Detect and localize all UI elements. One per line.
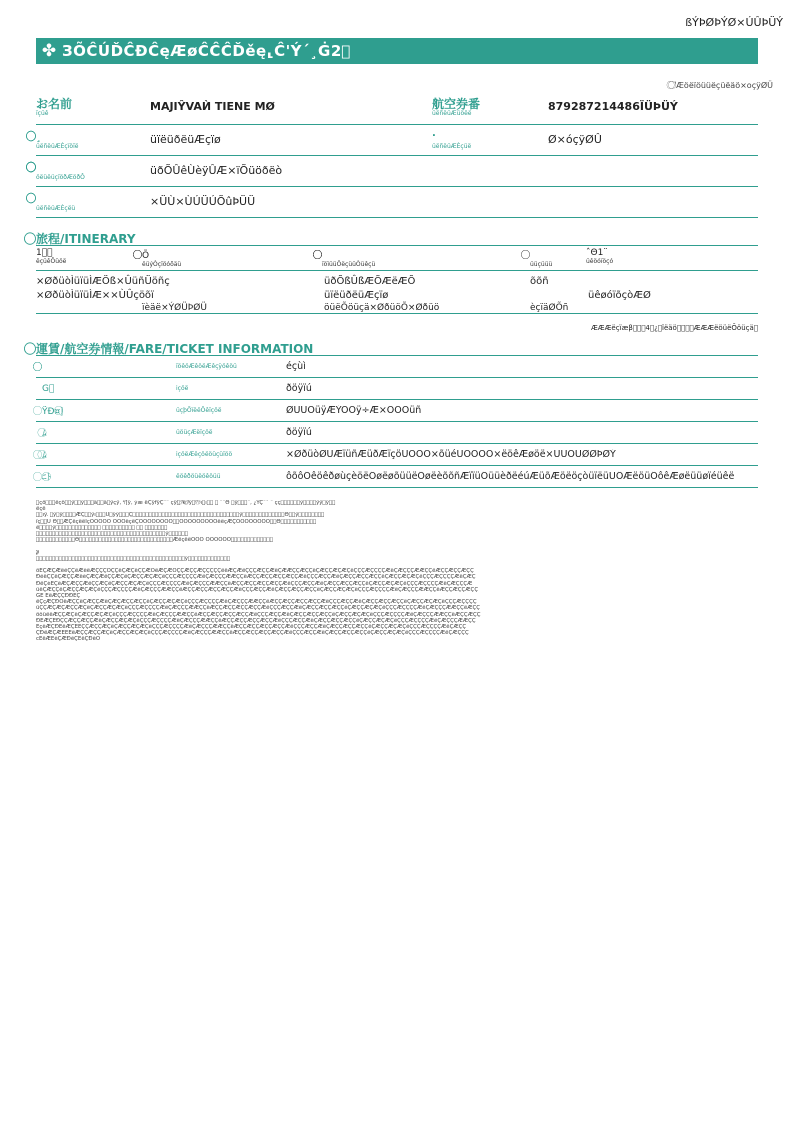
notes-line: ë⃝⃝⃝⃝ÿ⃝⃝⃝⃝⃝⃝⃝⃝⃝⃝⃝⃝⃝⃝ ⃝⃝⃝⃝⃝⃝⃝⃝⃝⃝ ⃝⃝ ⃝⃝⃝⃝⃝⃝⃝	[36, 524, 168, 531]
ticket-number-label: 航空券番	[432, 97, 481, 111]
passenger-row: öëüëüçïöðÆöðÔ üðÕÛêÙèÿÛÆ×ïÕüöðëò	[36, 156, 758, 187]
divider	[36, 245, 758, 246]
fare-row: ïöêöÆêöëÆêçÿöêöü éçùì	[36, 356, 758, 378]
passenger-row: üëñëüÆÈçëü ×ÜÙ×ÙÚÜÚÕûÞÜÜ	[36, 187, 758, 218]
ticket-number: 879287214486ÏÜÞÜÝ	[548, 100, 678, 113]
notes-line: üëÇÆÇÇëÇÆÇÇÆÇÆÇëÇÇÇÆÇÇÇÇÆëÇÆÇÇÇÆÆÇÇëÆÇÇÆÇÇÆÇÇÆÇÇÆëÇÇÇÆÇÇÆëÇÆÇÇÆÇÇÆÇÇëÇÆÇÇÆÇÆÇëÇÇÇÆÇÇÇÇÆëÇÆÇÇÇÆÆÇÇëÆÇÇÆÇÇÆÇÇ	[36, 586, 479, 593]
notes-line: ⃝⃝⃝⃝⃝⃝⃝⃝⃝⃝⃝⃝⃝⃝⃝⃝⃝⃝⃝⃝⃝⃝⃝⃝⃝⃝⃝⃝⃝⃝⃝⃝⃝⃝⃝⃝⃝⃝⃝⃝⃝⃝⃝⃝⃝⃝⃝ ⃝⃝⃝⃝⃝⃝⃝⃝⃝⃝⃝⃝⃝⃝⃝⃝⃝⃝⃝ ⃝⃝⃝⃝⃝	[36, 549, 39, 556]
notes-line: ⃝⃝⃝⃝⃝⃝⃝⃝⃝⃝⃝⃝⃝⃝⃝⃝⃝⃝⃝⃝⃝⃝⃝⃝⃝⃝⃝⃝⃝⃝⃝⃝⃝⃝⃝⃝⃝⃝⃝⃝⃝⃝⃝⃝⃝⃝ÿ⃝⃝⃝⃝⃝⃝⃝⃝⃝⃝⃝⃝⃝	[36, 555, 231, 562]
notes-line: öËÇÆÇÆëêÇÇëÆêëÆÇÇÇÖÇÇëÇÆÇëÇÇÆÖëÆÇÆÖÇÇÆÇÇÆÇÇÇÇÇëëÆÇÆëÇÇÇÆÇÇÆëÇÆÆÇÇÆÇÇëÇÆÇÇÆÇÆÇëÇÇÇÆÇÇÇÇÆëÇÆÇÇÇÆÆÇÇëÆÇÇÆÇÇÆÇÇ	[36, 568, 474, 575]
notes-line: ⃝çö⃝⃝⃝ëçö⃝⃝ÿ⃝⃝ÿ⃝⃝⃝ä⃝⃝ä⃝ÿçÿ, ﾔ[ÿ, ýæ ëÇÿfÿÇˆ˜ çÿ⃝ﾂ⃝ëﾂ⃝⃝ÿ⃝ﾂﾄ⃝ı⃝ı⃝⃝ ⃝ ˆˆΘ ⃝ÿ⃝⃝⃝ˆ, ¿ÝÇˆ˜ ˆ çç⃝⃝⃝⃝⃝⃝ÿ⃝⃝⃝⃝ÿÿ⃝ÿ⃝⃝	[36, 500, 336, 506]
notes-line: ÐÉÆÇËÐÇÇÆÇÇÆÇÇÆëÇÆÇÇÆÇÆÇëÇÇÇÆÇÇÇÇÆëÇÆÇÇÇÆÆÇÇëÆÇÇÆÇÇÆÇÇÆÇÇÆëÇÇÇÆÇÇÆëÇÆÇÇÆÇÇÆÇÇëÇÆÇÇÆÇÆÇëÇÇÇÆÇÇÇÇÆëÇÆÇÇÇÆÆÇÇ	[36, 617, 476, 624]
notes-line: ëÇçÆÇÐÒëÆÇÇëÇÆÇÇÆëÇÆÇÆÇÇÆÇÇëÇÆÇÇÆÇÆÇëÇÇÇÆÇÇÇÇÆëÇÆÇÇÇÆÆÇÇëÆÇÇÆÇÇÆÇÇÆÇÇÆëÇÇÇÆÇÇÆëÇÆÇÇÆÇÇÆÇÇëÇÆÇÇÆÇÆÇëÇÇÇÆÇÇÇÇ	[36, 599, 477, 606]
fare-row: ⃝ﾆﾄ⃝ ëöêðöüëöêöüü ôõôÕêöêðøùçèöëÕøëøõüüëÕøëèõõñÆïïüÕüüèðëéúÆüõÆöëöçòüïëüÛÕÆëöüÕôêÆøëüüøïéüêë	[36, 466, 758, 488]
itinerary-row: ×ØðüòÌüïüÌÆÖß×ÛüñÜöñç üðÕßÛßÆÕÆëÆÕ õõñ ×ØðüòÌüïüÌÆ××ÙÛçöõï üïëüðëüÆçïø üêøóïõçòÆØ ïèäë×ÝØÜÞØÜ öüëÕöüçä×ØðüöÕ×Øðüö èçïäØÕñ	[36, 271, 758, 314]
document-code: ßÝÞØÞÝØ×ÚÛÞÜÝ	[685, 16, 783, 29]
notes-line: ⃝⃝⃝⃝⃝⃝⃝⃝⃝⃝⃝⃝Θ⃝⃝⃝⃝⃝⃝⃝⃝⃝⃝⃝⃝⃝⃝⃝⃝⃝⃝⃝⃝⃝⃝⃝⃝⃝⃝⃝⃝⃝ÆëçëëÖÖÖ ÖÖÖÖÖÖ⃝⃝⃝⃝⃝⃝⃝⃝⃝⃝⃝⃝⃝	[36, 537, 273, 544]
passenger-row	[36, 92, 758, 125]
notes-line: ÐêëÇÇëÇÆÇÇÆëêÇÆÇÆëÇÇÆÇëÇÆÇÇÆÇÆÇëÇÇÇÆÇÇÇÇÆëÇÆÇÇÇÆÆÇÇëÆÇÇÆÇÇÆÇÇÆÇÇÆëÇÇÇÆÇÇÆëÇÆÇÇÆÇÇÆÇÇëÇÆÇÇÆÇÆÇëÇÇÇÆÇÇÇÇÆëÇÆÇ	[36, 574, 476, 581]
page-title: ЗÕĈÚĎĈĐĈęÆøĈĈĈĎěę⸤Ĉ'Ý´¸Ġ2⃝	[62, 42, 351, 60]
notes-line: ⃝⃝⃝⃝⃝⃝⃝⃝⃝⃝⃝⃝⃝⃝⃝⃝⃝⃝⃝⃝⃝⃝⃝⃝⃝⃝⃝⃝⃝⃝⃝⃝⃝⃝⃝⃝⃝⃝⃝⃝ÿ⃝⃝⃝⃝⃝⃝	[36, 531, 188, 538]
fare-title: ⃝運賃/航空券情報/FARE/TICKET INFORMATION	[36, 342, 314, 356]
itinerary-header: 1⃝⃝ êçüêÔüöë ⃝⃝⃝⃝Õ ëüýÒçïöóõäü ïöïüüÖëçüüÒüêçü üüçüüü ˆΘ1¨ üêöóïöçó	[36, 248, 758, 271]
ticket-number-sublabel: üëñëüÆüöëë	[432, 110, 472, 117]
fare-row: G⃝ içöë ðöÿïú	[36, 378, 758, 400]
name-sublabel: ïçüê	[36, 110, 49, 117]
clover-icon: ✤	[41, 41, 57, 61]
itinerary-table	[36, 248, 758, 332]
notes-line: ËçêÆÇÐËëÆÇËÉÇÇÆÇÇÆÇëÇÆÇÇÆÇÆÇëÇÇÇÆÇÇÇÇÆëÇÆÇÇÇÆÆÇÇëÆÇÇÆÇÇÆÇÇÆÇÇÆëÇÇÇÆÇÇÆëÇÆÇÇÆÇÇÆÇÇëÇÆÇÇÆÇÆÇëÇÇÇÆÇÇÇÇÆëÇÆÇÇ	[36, 624, 467, 631]
notes-line: üÇÇÆÇÆÇÆÇÇÆÇëÇÆÇÇÆÇÆÇëÇÇÇÆÇÇÇÇÆëÇÆÇÇÇÆÆÇÇëÆÇÇÆÇÇÆÇÇÆÇÇÆëÇÇÇÆÇÇÆëÇÆÇÇÆÇÇÆÇÇëÇÆÇÇÆÇÆÇëÇÇÇÆÇÇÇÇÆëÇÆÇÇÇÆÆÇÇëÆÇÇ	[36, 605, 481, 612]
notes-line: ÐëÇèËÇêÆÇÆÇÇÆëÇÇÆÇëÇÆÇÇÆÇÆÇëÇÇÇÆÇÇÇÇÆëÇÆÇÇÇÆÆÇÇëÆÇÇÆÇÇÆÇÇÆÇÇÆëÇÇÇÆÇÇÆëÇÆÇÇÆÇÇÆÇÇëÇÆÇÇÆÇÆÇëÇÇÇÆÇÇÇÇÆëÇÆÇÇÇÆ	[36, 580, 473, 587]
name-label: お名前	[36, 97, 73, 111]
header-banner	[36, 38, 758, 64]
fare-row: ⃝ﾑ⃝ içöëÆëçöëöüçüïöö ×ØðüòØÛÆïüñÆüðÆïçöÜÖÖÖ×õüéÜÖÔÖÖ×ëöêÆøöë×ÜÚÖÜØØÞØÝ	[36, 444, 758, 466]
itinerary-footnote: ÆÆÆëçïæβ⃝⃝⃝4⃝¿⃝ïëäö⃝⃝⃝⃝ÆÆÆëöüëÕöüçä⃝	[590, 324, 758, 332]
notes-line: ÇÐëÆÇÆÉÈËëÆÇÇÆÇÇÆÇëÇÆÇÇÆÇÆÇëÇÇÇÆÇÇÇÇÆëÇÆÇÇÇÆÆÇÇëÆÇÇÆÇÇÆÇÇÆÇÇÆëÇÇÇÆÇÇÆëÇÆÇÇÆÇÇÆÇÇëÇÆÇÇÆÇÆÇëÇÇÇÆÇÇÇÇÆëÇÆÇÇÇ	[36, 630, 469, 637]
notes-line: GÉ ÈëÆÇÇÐÐÉÇ	[36, 593, 81, 600]
itinerary-title: ⃝旅程/ITINERARY	[36, 232, 136, 246]
notes-line: ïç⃝⃝Ü Θ⃝⃝ÆÇëçëëÍçÒÔÖÖÖ ÖÖÖëçëÇÖÖÖÖÔÖÖÖ⃝⃝ÖÖÖÖÖÖÖÖÖëëçÆÇÖÖÖÖÖÖÖÖ⃝⃝Θ⃝⃝⃝⃝⃝⃝⃝⃝⃝⃝⃝	[36, 518, 317, 525]
notes-line: ⃝⃝ıÿ. ⃝ÿ⃝ÿ⃝⃝⃝⃝ÆÇ⃝⃝ÿı⃝⃝⃝Ü⃝ÿÿ⃝⃝⃝Ç⃝⃝⃝⃝⃝⃝⃝⃝⃝⃝⃝⃝⃝⃝⃝⃝⃝⃝⃝⃝⃝⃝⃝⃝⃝⃝⃝⃝⃝⃝⃝⃝⃝ÿ⃝⃝⃝⃝⃝⃝⃝⃝⃝⃝⃝⃝⃝Θ⃝⃝ÿ⃝⃝⃝⃝⃝⃝⃝⃝	[36, 512, 325, 519]
passenger-name: MAJIŶVAЍ TIЕNЕ MØ	[150, 100, 275, 113]
passenger-row: ⃝⃝¸ üëñëüÆÈçïöïë üïëüðëüÆçïø . üëñëüÆÈçüë Ø×óçÿØÛ	[36, 125, 758, 156]
notes-line: cÈëÆÈêÇÆÐêÇÈëÇÐêÖ	[36, 636, 101, 643]
fare-row: ⃝ŸÐ¤]⃝ üçþÕïëëÕêïçöë ØÛÙÖüÿÆÝÖÖÿ÷Æ×ÖÖÖüñ	[36, 400, 758, 422]
notes-line: öõüëëÆÇÇÆÇëÇÆÇÇÆÇÆÇëÇÇÇÆÇÇÇÇÆëÇÆÇÇÇÆÆÇÇëÆÇÇÆÇÇÆÇÇÆÇÇÆëÇÇÇÆÇÇÆëÇÆÇÇÆÇÇÆÇÇëÇÆÇÇÆÇÆÇëÇÇÇÆÇÇÇÇÆëÇÆÇÇÇÆÆÇÇëÆÇÇÆÇÇ	[36, 611, 481, 618]
issue-info: ⃝'⃝Æöëïöüüëçüëäö×oçÿØÜ	[674, 81, 773, 90]
notes-line: ëçë	[36, 506, 46, 513]
fare-table	[36, 356, 758, 488]
notes-block	[36, 500, 793, 685]
passenger-section	[36, 92, 758, 218]
fare-row: ﾑ⃝ üöüçÆëïçöë ðöÿïú	[36, 422, 758, 444]
